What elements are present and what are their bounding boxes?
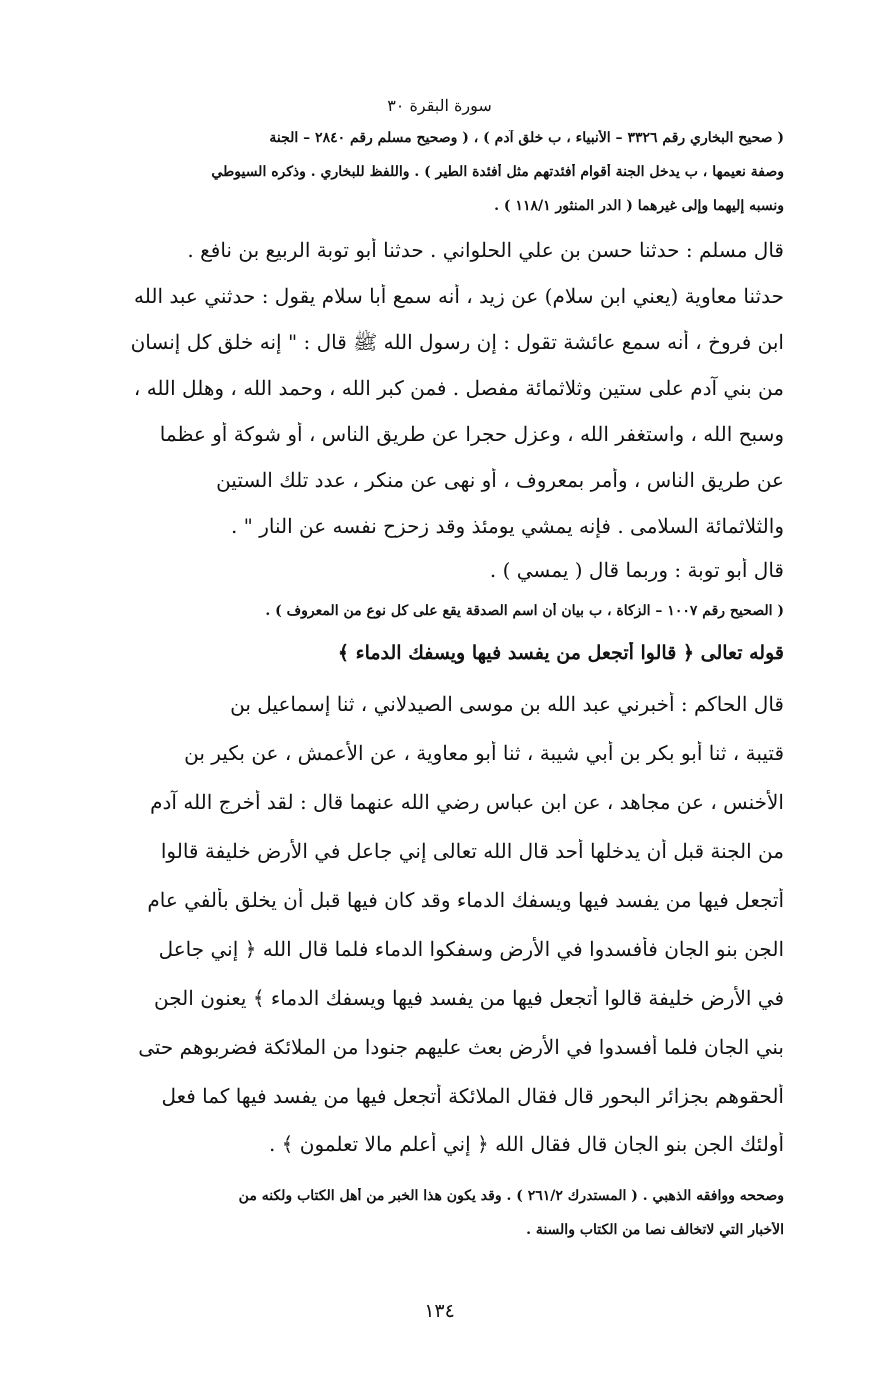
hadith-2-line-10: أولئك الجن بنو الجان قال فقال الله ﴿ إني أعلم مالا تعلمون ﴾ . xyxy=(268,1132,784,1156)
hadith-2-line-2: قتيبة ، ثنا أبو بكر بن أبي شيبة ، ثنا أبو معاوية ، عن الأعمش ، عن بكير بن xyxy=(184,741,784,765)
footnote-1-line-2: وصفة نعيمها ، ب يدخل الجنة أقوام أفئدتهم مثل أفئدة الطير ) . واللفظ للبخاري . وذكره السيوطي xyxy=(211,164,784,180)
hadith-2-line-6: الجن بنو الجان فأفسدوا في الأرض وسفكوا الدماء فلما قال الله ﴿ إني جاعل xyxy=(158,937,784,961)
footnote-3-line-1: وصححه ووافقه الذهبي . ( المستدرك ٢٦١/٢ ) . وقد يكون هذا الخبر من أهل الكتاب ولكنه من xyxy=(238,1188,784,1204)
hadith-2-line-8: بني الجان فلما أفسدوا في الأرض بعث عليهم جنودا من الملائكة فضربوهم حتى xyxy=(138,1035,784,1059)
hadith-1-line-8: قال أبو توبة : وربما قال ( يمسي ) . xyxy=(489,558,784,582)
hadith-1-line-6: عن طريق الناس ، وأمر بمعروف ، أو نهى عن منكر ، عدد تلك الستين xyxy=(216,468,784,492)
hadith-1-line-1: قال مسلم : حدثنا حسن بن علي الحلواني . حدثنا أبو توبة الربيع بن نافع . xyxy=(187,238,784,262)
footnote-1-line-1: ( صحيح البخاري رقم ٣٣٢٦ – الأنبياء ، ب خلق آدم ) ، ( وصحيح مسلم رقم ٢٨٤٠ – الجنة xyxy=(269,130,784,146)
hadith-1-line-5: وسبح الله ، واستغفر الله ، وعزل حجرا عن طريق الناس ، أو شوكة أو عظما xyxy=(159,422,784,446)
surah-header: سورة البقرة ٣٠ xyxy=(387,96,492,115)
hadith-2-line-4: من الجنة قبل أن يدخلها أحد قال الله تعالى إني جاعل في الأرض خليفة قالوا xyxy=(160,839,784,863)
hadith-1-line-4: من بني آدم على ستين وثلاثمائة مفصل . فمن كبر الله ، وحمد الله ، وهلل الله ، xyxy=(133,376,784,400)
hadith-1-line-2: حدثنا معاوية (يعني ابن سلام) عن زيد ، أنه سمع أبا سلام يقول : حدثني عبد الله xyxy=(134,284,784,308)
footnote-1-line-3: ونسبه إليهما وإلى غيرهما ( الدر المنثور ١١٨/١ ) . xyxy=(494,198,784,214)
section-heading: قوله تعالى ﴿ قالوا أتجعل من يفسد فيها ويسفك الدماء ﴾ xyxy=(337,642,784,664)
hadith-2-line-5: أتجعل فيها من يفسد فيها ويسفك الدماء وقد كان فيها قبل أن يخلق بألفي عام xyxy=(147,888,784,912)
hadith-2-line-1: قال الحاكم : أخبرني عبد الله بن موسى الصيدلاني ، ثنا إسماعيل بن xyxy=(230,692,784,716)
hadith-1-line-3: ابن فروخ ، أنه سمع عائشة تقول : إن رسول الله ﷺ قال : " إنه خلق كل إنسان xyxy=(130,330,784,354)
hadith-1-line-7: والثلاثمائة السلامى . فإنه يمشي يومئذ وقد زحزح نفسه عن النار " . xyxy=(230,514,784,538)
hadith-2-line-9: ألحقوهم بجزائر البحور قال فقال الملائكة أتجعل فيها من يفسد فيها كما فعل xyxy=(161,1084,784,1108)
footnote-2: ( الصحيح رقم ١٠٠٧ – الزكاة ، ب بيان أن اسم الصدقة يقع على كل نوع من المعروف ) . xyxy=(265,603,784,619)
hadith-2-line-7: في الأرض خليفة قالوا أتجعل فيها من يفسد فيها ويسفك الدماء ﴾ يعنون الجن xyxy=(154,986,784,1010)
footnote-3-line-2: الأخبار التي لاتخالف نصا من الكتاب والسنة . xyxy=(526,1222,784,1238)
page-number: ١٣٤ xyxy=(424,1300,455,1322)
hadith-2-line-3: الأخنس ، عن مجاهد ، عن ابن عباس رضي الله عنهما قال : لقد أخرج الله آدم xyxy=(150,790,784,814)
